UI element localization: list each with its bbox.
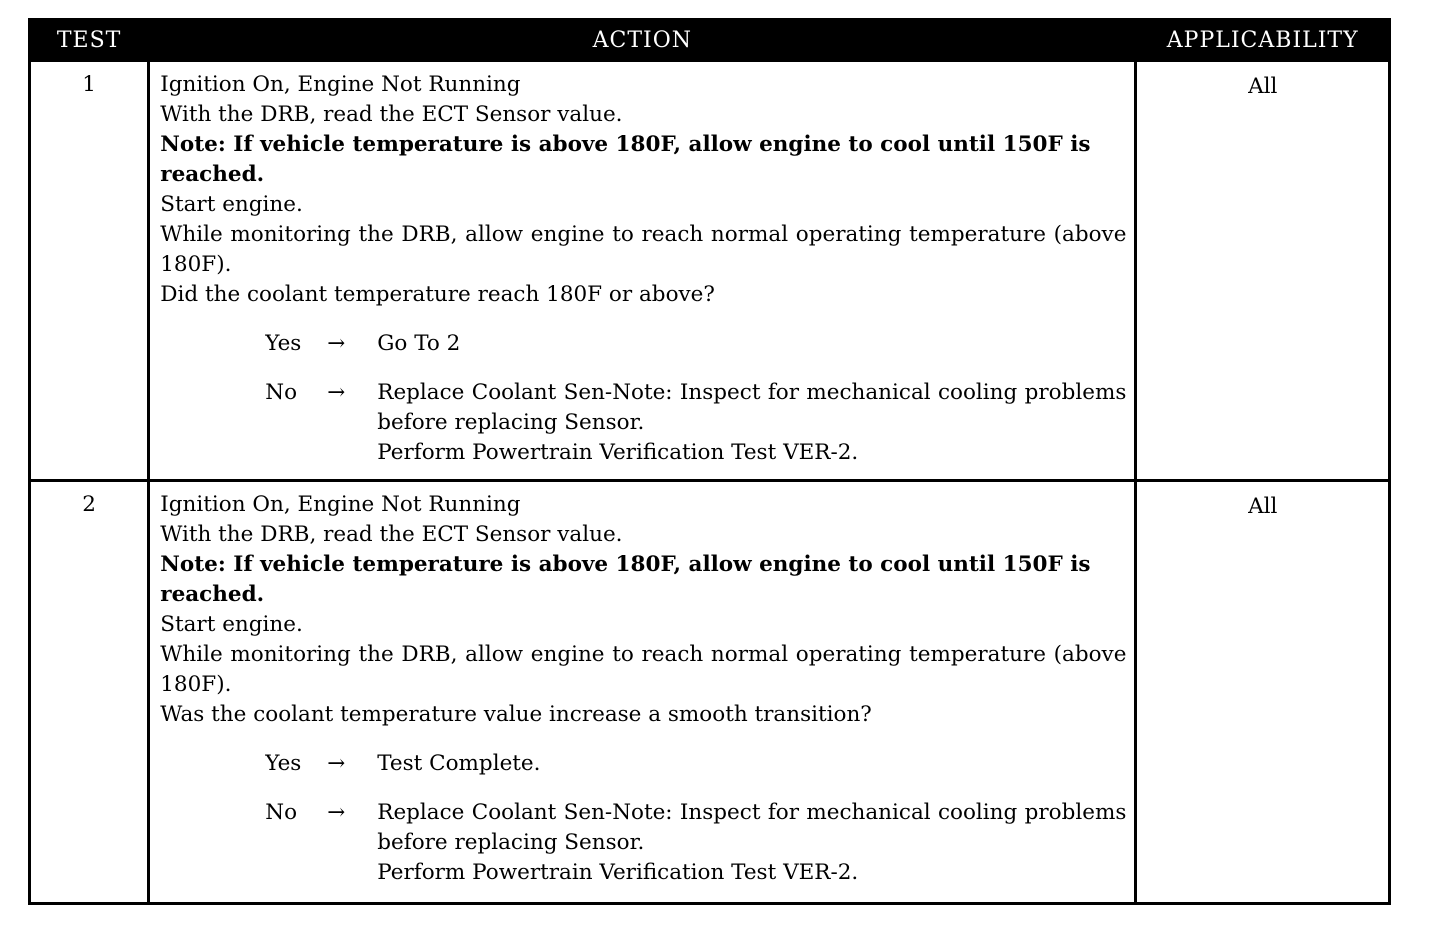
action-note: Note: If vehicle temperature is above 180F, allow engine to cool until 150F is reached. — [160, 132, 1091, 187]
action-note: Note: If vehicle temperature is above 180F, allow engine to cool until 150F is reached. — [160, 551, 1091, 607]
table-row — [30, 61, 1390, 481]
applicability-value: All — [1136, 61, 1390, 481]
no-result-text: Perform Powertrain Verification Test VER-2. — [377, 859, 859, 885]
action-step: With the DRB, read the ECT Sensor value. — [160, 521, 623, 547]
action-step: Start engine. — [160, 192, 303, 217]
header-action: ACTION — [149, 20, 1136, 61]
arrow-right-icon: → — [327, 331, 346, 356]
applicability-value: All — [1136, 480, 1390, 903]
action-question: Was the coolant temperature value increase a smooth transition? — [160, 701, 872, 727]
no-label: No — [265, 799, 298, 825]
action-step: With the DRB, read the ECT Sensor value. — [160, 102, 623, 127]
outcome-no — [265, 378, 1126, 468]
outcome-yes — [265, 329, 1126, 359]
test-number: 1 — [30, 61, 149, 481]
arrow-right-icon: → — [327, 750, 346, 776]
outcome-yes — [265, 749, 1126, 779]
yes-label: Yes — [265, 750, 302, 776]
no-result-text: Perform Powertrain Verification Test VER-2. — [377, 440, 859, 465]
arrow-right-icon: → — [327, 380, 346, 405]
action-condition: Ignition On, Engine Not Running — [160, 72, 521, 97]
yes-label: Yes — [265, 331, 302, 356]
no-result-text: Replace Coolant Sen-Note: Inspect for mechanical cooling problems before replacing Sensor. — [377, 799, 1127, 855]
action-step: Start engine. — [160, 611, 303, 637]
no-result — [377, 378, 1126, 468]
yes-result: Go To 2 — [377, 331, 461, 356]
table-header-row — [30, 20, 1390, 61]
action-condition: Ignition On, Engine Not Running — [160, 491, 521, 517]
action-cell — [149, 61, 1136, 481]
no-label: No — [265, 380, 298, 405]
action-question: Did the coolant temperature reach 180F or above? — [160, 282, 715, 307]
arrow-right-icon: → — [327, 799, 346, 825]
header-test: TEST — [30, 20, 149, 61]
header-applicability: APPLICABILITY — [1136, 20, 1390, 61]
table-row — [30, 480, 1390, 903]
diagnostic-test-table — [28, 18, 1391, 905]
yes-result: Test Complete. — [377, 750, 541, 776]
action-step: While monitoring the DRB, allow engine to reach normal operating temperature (above 180F). — [160, 222, 1127, 277]
no-result-text: Replace Coolant Sen-Note: Inspect for mechanical cooling problems before replacing Sensor. — [377, 380, 1127, 435]
outcome-no — [265, 798, 1126, 888]
action-cell — [149, 480, 1136, 903]
action-step: While monitoring the DRB, allow engine to reach normal operating temperature (above 180F). — [160, 641, 1127, 697]
test-number: 2 — [30, 480, 149, 903]
no-result — [377, 798, 1126, 888]
